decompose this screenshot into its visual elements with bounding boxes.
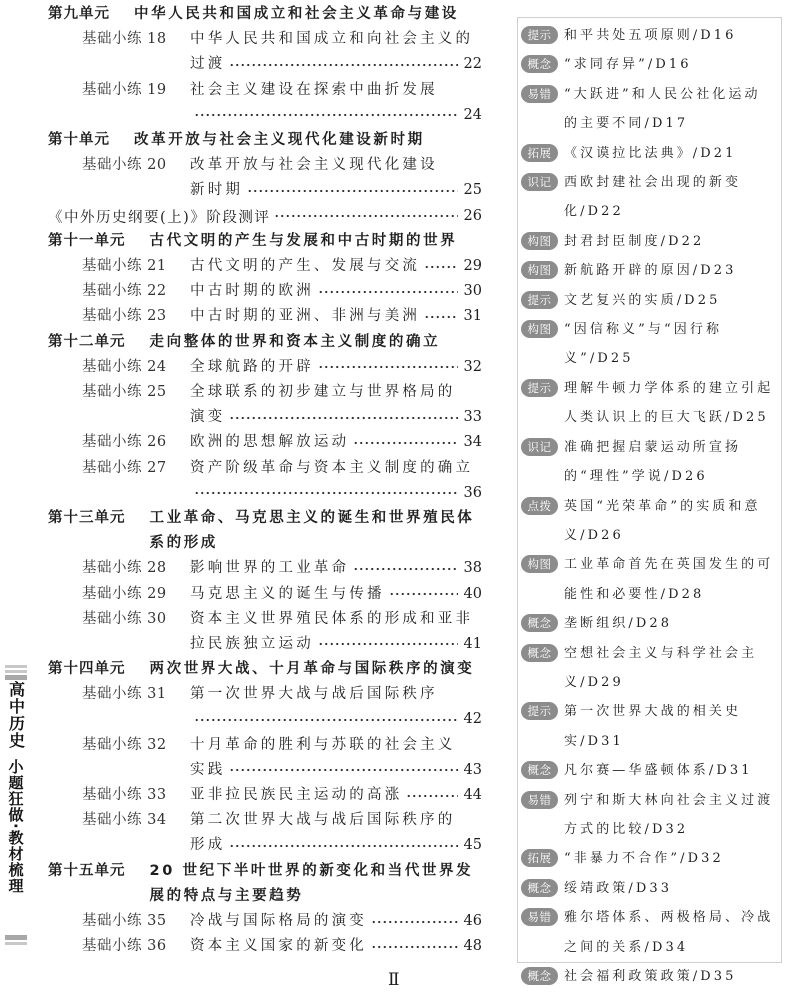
unit-heading bbox=[48, 657, 488, 682]
tag-badge: 易错 bbox=[521, 791, 558, 809]
tip-item bbox=[521, 786, 777, 845]
lesson-label: 基础小练 25 bbox=[82, 383, 167, 400]
tip-item bbox=[521, 50, 777, 79]
page-number: 42 bbox=[463, 711, 482, 728]
lesson-entry[interactable] bbox=[48, 934, 488, 959]
lesson-label: 基础小练 29 bbox=[82, 585, 167, 602]
tag-badge: 识记 bbox=[521, 438, 558, 456]
unit-title: 走向整体的世界和资本主义制度的确立 bbox=[149, 333, 441, 350]
title-line bbox=[190, 556, 482, 581]
title-line bbox=[190, 758, 482, 783]
tag-badge: 提示 bbox=[521, 702, 558, 720]
page-number: Ⅱ bbox=[388, 970, 399, 990]
unit-label: 第十三单元 bbox=[48, 509, 126, 526]
lesson-entry[interactable] bbox=[48, 279, 488, 304]
title-line bbox=[190, 934, 482, 959]
lesson-label: 基础小练 20 bbox=[82, 157, 167, 174]
tip-item bbox=[521, 286, 777, 315]
title-line bbox=[190, 279, 482, 304]
unit-label: 第九单元 bbox=[48, 6, 110, 22]
title-text: 全球联系的初步建立与世界格局的 bbox=[190, 383, 456, 400]
tip-text: 英国“光荣革命”的实质和意义/D26 bbox=[564, 498, 761, 543]
tip-item bbox=[521, 639, 777, 698]
lesson-title bbox=[190, 304, 482, 329]
lesson-entry[interactable] bbox=[48, 582, 488, 607]
lesson-title bbox=[190, 456, 482, 506]
tip-item bbox=[521, 844, 777, 873]
tag-badge: 易错 bbox=[521, 85, 558, 103]
tip-text: 社会福利政策政策/D35 bbox=[564, 969, 737, 984]
lesson-title bbox=[190, 279, 482, 304]
lesson-label: 基础小练 30 bbox=[82, 610, 167, 627]
dot-leader bbox=[194, 488, 458, 498]
lesson-label: 基础小练 33 bbox=[82, 787, 167, 804]
tag-badge: 构图 bbox=[521, 555, 558, 573]
unit-title: 工业革命、马克思主义的诞生和世界殖民体系的形成 bbox=[149, 509, 475, 552]
lesson-title bbox=[190, 783, 482, 808]
tag-badge: 提示 bbox=[521, 379, 558, 397]
dot-leader bbox=[371, 917, 458, 927]
lesson-title bbox=[190, 607, 482, 657]
tip-item bbox=[521, 874, 777, 903]
unit-heading bbox=[48, 2, 488, 27]
unit-heading bbox=[48, 229, 488, 254]
dot-leader bbox=[194, 110, 458, 120]
title-text: 第一次世界大战与战后国际秩序 bbox=[190, 686, 438, 703]
dot-leader bbox=[194, 715, 458, 725]
lesson-entry[interactable] bbox=[48, 78, 488, 128]
tip-text: 准确把握启蒙运动所宣扬的“理性”学说/D26 bbox=[564, 439, 742, 485]
lesson-entry[interactable] bbox=[48, 430, 488, 455]
title-text: 中古时期的欧洲 bbox=[190, 283, 314, 300]
dot-leader bbox=[353, 564, 457, 574]
lesson-title bbox=[190, 355, 482, 380]
page-number: 25 bbox=[463, 182, 482, 199]
tip-text: 封君封臣制度/D22 bbox=[564, 233, 705, 249]
title-line bbox=[190, 78, 482, 103]
lesson-entry[interactable] bbox=[48, 607, 488, 657]
title-line bbox=[190, 304, 482, 329]
dot-leader bbox=[424, 312, 457, 322]
tag-badge: 概念 bbox=[521, 614, 558, 632]
title-line bbox=[190, 103, 482, 128]
tag-badge: 易错 bbox=[521, 908, 558, 926]
page-number: 29 bbox=[463, 257, 482, 274]
tip-text: 第一次世界大战的相关史实/D31 bbox=[564, 704, 742, 749]
divider bbox=[5, 670, 27, 673]
tag-badge: 点拨 bbox=[521, 497, 558, 515]
tip-text: 理解牛顿力学体系的建立引起人类认识上的巨大飞跃/D25 bbox=[564, 380, 774, 426]
tip-item bbox=[521, 315, 777, 374]
lesson-entry[interactable] bbox=[48, 380, 488, 430]
dot-leader bbox=[229, 765, 457, 775]
side-spine-label bbox=[2, 664, 30, 946]
page-number: 34 bbox=[463, 434, 482, 451]
unit-title: 改革开放与社会主义现代化建设新时期 bbox=[134, 131, 425, 148]
title-line bbox=[190, 153, 482, 178]
dot-leader bbox=[318, 639, 458, 649]
tip-text: 和平共处五项原则/D16 bbox=[564, 28, 737, 43]
tag-badge: 概念 bbox=[521, 967, 558, 985]
title-line bbox=[190, 733, 482, 758]
tip-text: “大跃进”和人民公社化运动的主要不同/D17 bbox=[564, 86, 761, 132]
page-number: 40 bbox=[463, 585, 482, 602]
title-text: 实践 bbox=[190, 761, 226, 778]
lesson-label: 基础小练 21 bbox=[82, 257, 167, 274]
tip-item bbox=[521, 21, 777, 50]
tag-badge: 概念 bbox=[521, 55, 558, 73]
tip-item bbox=[521, 168, 777, 227]
tip-text: 《汉谟拉比法典》/D21 bbox=[564, 145, 737, 161]
divider bbox=[5, 935, 27, 940]
lesson-label: 基础小练 27 bbox=[82, 459, 167, 476]
lesson-entry[interactable] bbox=[48, 355, 488, 380]
divider bbox=[5, 675, 27, 680]
dot-leader bbox=[229, 841, 457, 851]
tag-badge: 拓展 bbox=[521, 849, 558, 867]
dot-leader bbox=[424, 262, 457, 272]
title-line bbox=[190, 456, 482, 481]
title-text: 马克思主义的诞生与传播 bbox=[190, 585, 385, 602]
dot-leader bbox=[406, 791, 457, 801]
unit-title: 两次世界大战、十月革命与国际秩序的演变 bbox=[149, 661, 475, 678]
tip-text: “求同存异”/D16 bbox=[564, 57, 692, 73]
title-text: 资本主义世界殖民体系的形成和亚非 bbox=[190, 610, 474, 627]
title-line bbox=[190, 682, 482, 707]
tip-item bbox=[521, 80, 777, 139]
title-text: 过渡 bbox=[190, 56, 226, 73]
tip-text: 西欧封建社会出现的新变化/D22 bbox=[564, 175, 742, 220]
lesson-title bbox=[190, 556, 482, 581]
lesson-title bbox=[190, 682, 482, 732]
page-number: 41 bbox=[463, 635, 482, 652]
tip-text: 新航路开辟的原因/D23 bbox=[564, 263, 737, 279]
table-of-contents bbox=[48, 2, 488, 959]
page-number: 32 bbox=[463, 358, 482, 375]
page-number: 24 bbox=[463, 106, 482, 123]
tip-text: 空想社会主义与科学社会主义/D29 bbox=[564, 645, 758, 690]
page-number: 48 bbox=[463, 938, 482, 955]
title-text: 改革开放与社会主义现代化建设 bbox=[190, 157, 438, 174]
unit-label: 第十二单元 bbox=[48, 333, 126, 350]
lesson-title bbox=[190, 78, 482, 128]
tip-item bbox=[521, 550, 777, 609]
tip-item bbox=[521, 609, 777, 638]
unit-title: 中华人民共和国成立和社会主义革命与建设 bbox=[134, 6, 459, 22]
divider bbox=[5, 942, 27, 945]
dot-leader bbox=[247, 186, 457, 196]
title-line bbox=[190, 783, 482, 808]
unit-label: 第十一单元 bbox=[48, 232, 126, 249]
lesson-entry[interactable] bbox=[48, 304, 488, 329]
title-text: 亚非拉民族民主运动的高涨 bbox=[190, 787, 403, 804]
title-text: 影响世界的工业革命 bbox=[190, 560, 350, 577]
title-text: 形成 bbox=[190, 837, 226, 854]
title-line bbox=[190, 27, 482, 52]
lesson-title bbox=[190, 934, 482, 959]
title-line bbox=[190, 707, 482, 732]
title-line bbox=[190, 909, 482, 934]
lesson-title bbox=[190, 733, 482, 783]
page-number: 43 bbox=[463, 761, 482, 778]
tag-badge: 识记 bbox=[521, 173, 558, 191]
unit-heading bbox=[48, 128, 488, 153]
tag-badge: 概念 bbox=[521, 761, 558, 779]
lesson-title bbox=[190, 380, 482, 430]
title-text: 拉民族独立运动 bbox=[190, 635, 314, 652]
lesson-entry[interactable] bbox=[48, 556, 488, 581]
lesson-title bbox=[190, 254, 482, 279]
lesson-entry[interactable] bbox=[48, 682, 488, 732]
title-line bbox=[190, 607, 482, 632]
page-number: 46 bbox=[463, 913, 482, 930]
tag-badge: 拓展 bbox=[521, 144, 558, 162]
lesson-entry[interactable] bbox=[48, 27, 488, 77]
tip-item bbox=[521, 756, 777, 785]
tip-text: 绥靖政策/D33 bbox=[564, 880, 673, 896]
dot-leader bbox=[353, 438, 457, 448]
title-text: 演变 bbox=[190, 409, 226, 426]
dot-leader bbox=[371, 942, 458, 952]
tag-badge: 概念 bbox=[521, 644, 558, 662]
unit-title: 古代文明的产生与发展和中古时期的世界 bbox=[149, 232, 458, 249]
tag-badge: 构图 bbox=[521, 261, 558, 279]
tip-item bbox=[521, 697, 777, 756]
tip-text: 凡尔赛—华盛顿体系/D31 bbox=[564, 763, 753, 779]
page-number: 31 bbox=[463, 308, 482, 325]
series-label: 小题狂做·教材梳理 bbox=[6, 759, 25, 894]
title-text: 欧洲的思想解放运动 bbox=[190, 434, 350, 451]
title-line bbox=[190, 833, 482, 858]
lesson-title bbox=[190, 153, 482, 203]
page-number: 38 bbox=[463, 560, 482, 577]
lesson-entry[interactable] bbox=[48, 783, 488, 808]
lesson-label: 基础小练 26 bbox=[82, 434, 167, 451]
key-points-panel bbox=[517, 17, 782, 984]
title-line bbox=[190, 405, 482, 430]
title-text: 社会主义建设在探索中曲折发展 bbox=[190, 81, 438, 98]
tip-item bbox=[521, 433, 777, 492]
test-entry[interactable] bbox=[48, 204, 482, 229]
lesson-label: 基础小练 32 bbox=[82, 736, 167, 753]
lesson-title bbox=[190, 909, 482, 934]
lesson-title bbox=[190, 430, 482, 455]
dot-leader bbox=[274, 211, 457, 221]
title-line bbox=[190, 52, 482, 77]
tag-badge: 提示 bbox=[521, 291, 558, 309]
title-line bbox=[190, 481, 482, 506]
page-number: 30 bbox=[463, 283, 482, 300]
title-line bbox=[190, 254, 482, 279]
lesson-title bbox=[190, 27, 482, 77]
tip-item bbox=[521, 256, 777, 285]
tip-text: 工业革命首先在英国发生的可能性和必要性/D28 bbox=[564, 557, 774, 602]
dot-leader bbox=[229, 413, 457, 423]
tip-text: “因信称义”与“因行称义”/D25 bbox=[564, 322, 723, 367]
title-line bbox=[190, 178, 482, 203]
tag-badge: 概念 bbox=[521, 879, 558, 897]
title-text: 十月革命的胜利与苏联的社会主义 bbox=[190, 736, 456, 753]
title-text: 全球航路的开辟 bbox=[190, 358, 314, 375]
title-line bbox=[190, 430, 482, 455]
lesson-label: 基础小练 28 bbox=[82, 560, 167, 577]
dot-leader bbox=[318, 287, 458, 297]
title-text: 第二次世界大战与战后国际秩序的 bbox=[190, 812, 456, 829]
title-line bbox=[190, 582, 482, 607]
tip-item bbox=[521, 139, 777, 168]
tag-badge: 构图 bbox=[521, 320, 558, 338]
title-line bbox=[190, 632, 482, 657]
dot-leader bbox=[229, 60, 457, 70]
unit-label: 第十五单元 bbox=[48, 862, 126, 879]
tip-item bbox=[521, 492, 777, 551]
tip-item bbox=[521, 374, 777, 433]
tip-item bbox=[521, 227, 777, 256]
lesson-entry[interactable] bbox=[48, 254, 488, 279]
tip-text: 列宁和斯大林向社会主义过渡方式的比较/D32 bbox=[564, 792, 774, 837]
lesson-entry[interactable] bbox=[48, 808, 488, 858]
tip-text: 文艺复兴的实质/D25 bbox=[564, 292, 721, 308]
unit-heading bbox=[48, 330, 488, 355]
page-number: 22 bbox=[463, 56, 482, 73]
lesson-label: 基础小练 24 bbox=[82, 358, 167, 375]
title-line bbox=[190, 380, 482, 405]
lesson-label: 基础小练 18 bbox=[82, 31, 167, 48]
unit-label: 第十单元 bbox=[48, 131, 110, 148]
unit-label: 第十四单元 bbox=[48, 661, 126, 678]
divider bbox=[5, 665, 27, 668]
tip-text: 雅尔塔体系、两极格局、冷战之间的关系/D34 bbox=[564, 910, 774, 955]
lesson-label: 基础小练 22 bbox=[82, 283, 167, 300]
lesson-entry[interactable] bbox=[48, 456, 488, 506]
lesson-label: 基础小练 23 bbox=[82, 308, 167, 325]
test-title: 《中外历史纲要(上)》阶段测评 bbox=[48, 209, 271, 226]
page-number: 45 bbox=[463, 837, 482, 854]
page-number: 33 bbox=[463, 409, 482, 426]
tip-text: “非暴力不合作”/D32 bbox=[564, 851, 724, 867]
unit-heading bbox=[48, 859, 488, 909]
page-number: 26 bbox=[463, 208, 482, 225]
subject-label: 高中历史 bbox=[6, 681, 26, 749]
lesson-label: 基础小练 19 bbox=[82, 81, 167, 98]
lesson-entry[interactable] bbox=[48, 909, 488, 934]
title-line bbox=[190, 355, 482, 380]
title-text: 古代文明的产生、发展与交流 bbox=[190, 257, 421, 274]
lesson-label: 基础小练 31 bbox=[82, 686, 167, 703]
unit-heading bbox=[48, 506, 488, 556]
lesson-label: 基础小练 35 bbox=[82, 913, 167, 930]
title-text: 资产阶级革命与资本主义制度的确立 bbox=[190, 459, 474, 476]
title-text: 资本主义国家的新变化 bbox=[190, 938, 367, 955]
page-number: 44 bbox=[463, 787, 482, 804]
title-text: 中华人民共和国成立和向社会主义的 bbox=[190, 31, 474, 48]
dot-leader bbox=[389, 589, 458, 599]
title-text: 新时期 bbox=[190, 182, 244, 199]
tag-badge: 提示 bbox=[521, 26, 558, 44]
page-number: 36 bbox=[463, 484, 482, 501]
lesson-title bbox=[190, 582, 482, 607]
lesson-title bbox=[190, 808, 482, 858]
lesson-label: 基础小练 34 bbox=[82, 812, 167, 829]
dot-leader bbox=[318, 362, 458, 372]
unit-title: 20 世纪下半叶世界的新变化和当代世界发展的特点与主要趋势 bbox=[149, 862, 474, 904]
title-line bbox=[190, 808, 482, 833]
tag-badge: 构图 bbox=[521, 232, 558, 250]
title-text: 中古时期的亚洲、非洲与美洲 bbox=[190, 308, 421, 325]
tip-item bbox=[521, 903, 777, 962]
tip-text: 垄断组织/D28 bbox=[564, 616, 673, 632]
title-text: 冷战与国际格局的演变 bbox=[190, 913, 367, 930]
tip-item bbox=[521, 962, 777, 991]
lesson-entry[interactable] bbox=[48, 733, 488, 783]
lesson-label: 基础小练 36 bbox=[82, 938, 167, 955]
lesson-entry[interactable] bbox=[48, 153, 488, 203]
